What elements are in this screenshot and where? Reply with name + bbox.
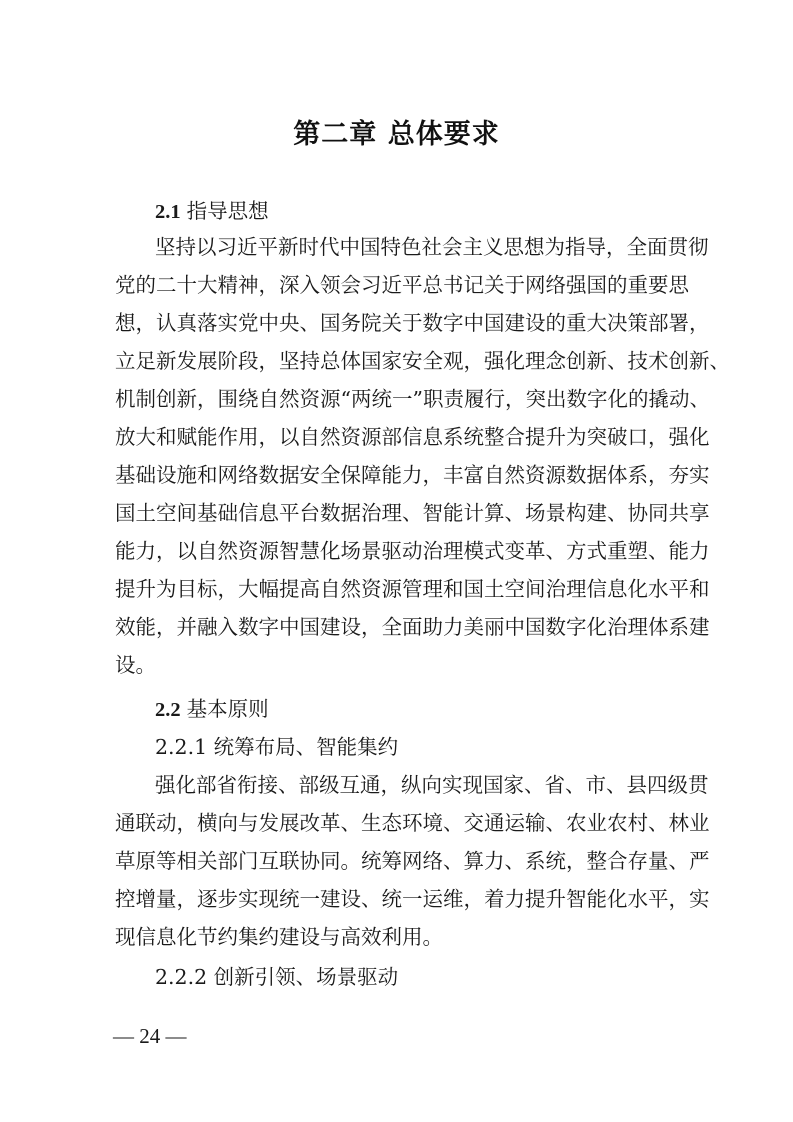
paragraph-line: 现信息化节约集约建设与高效利用。 xyxy=(115,925,443,949)
paragraph-line: 提升为目标，大幅提高自然资源管理和国土空间治理信息化水平和 xyxy=(115,577,710,601)
subsection-heading-2-2-1: 2.2.1 统筹布局、智能集约 xyxy=(155,735,399,759)
paragraph-line: 基础设施和网络数据安全保障能力，丰富自然资源数据体系，夯实 xyxy=(115,463,710,487)
paragraph-line: 通联动，横向与发展改革、生态环境、交通运输、农业农村、林业 xyxy=(115,811,710,835)
section-title: 指导思想 xyxy=(186,199,269,223)
paragraph-line: 草原等相关部门互联协同。统筹网络、算力、系统，整合存量、严 xyxy=(115,849,710,873)
paragraph-line: 立足新发展阶段，坚持总体国家安全观，强化理念创新、技术创新、 xyxy=(115,349,730,373)
paragraph-line: 国土空间基础信息平台数据治理、智能计算、场景构建、协同共享 xyxy=(115,501,710,525)
paragraph-line: 强化部省衔接、部级互通，纵向实现国家、省、市、县四级贯 xyxy=(155,773,709,797)
paragraph-line: 放大和赋能作用，以自然资源部信息系统整合提升为突破口，强化 xyxy=(115,425,710,449)
paragraph-line: 党的二十大精神，深入领会习近平总书记关于网络强国的重要思 xyxy=(115,273,689,297)
chapter-title: 第二章 总体要求 xyxy=(293,119,500,150)
page-number: — 24 — xyxy=(113,1024,187,1048)
section-heading-2-2 xyxy=(155,696,269,723)
paragraph-line: 效能，并融入数字中国建设，全面助力美丽中国数字化治理体系建 xyxy=(115,615,710,639)
subsection-heading-2-2-2: 2.2.2 创新引领、场景驱动 xyxy=(155,965,399,989)
paragraph-line: 机制创新，围绕自然资源“两统一”职责履行，突出数字化的撬动、 xyxy=(115,387,710,411)
paragraph-line: 设。 xyxy=(115,653,156,677)
section-number: 2.1 xyxy=(155,201,181,223)
paragraph-line: 坚持以习近平新时代中国特色社会主义思想为指导，全面贯彻 xyxy=(155,235,709,259)
paragraph-line: 控增量，逐步实现统一建设、统一运维，着力提升智能化水平，实 xyxy=(115,887,710,911)
paragraph-line: 能力，以自然资源智慧化场景驱动治理模式变革、方式重塑、能力 xyxy=(115,539,710,563)
paragraph-line: 想，认真落实党中央、国务院关于数字中国建设的重大决策部署， xyxy=(115,311,710,335)
section-title: 基本原则 xyxy=(186,697,269,721)
section-number: 2.2 xyxy=(155,699,181,721)
section-heading-2-1 xyxy=(155,198,269,225)
